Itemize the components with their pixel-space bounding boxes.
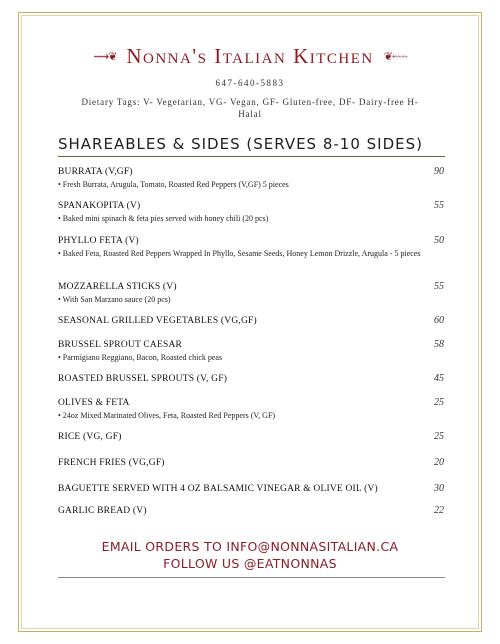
item-description: • Parmigiano Reggiano, Bacon, Roasted chick peas [58,353,223,362]
item-price: 60 [434,315,444,326]
menu-item [58,457,444,483]
item-name: RICE (VG, GF) [58,432,122,442]
item-price: 45 [434,373,444,384]
item-name: BURRATA (V,GF) [58,167,133,177]
item-description: • With San Marzano sauce (20 pcs) [58,295,171,304]
item-price: 50 [434,235,444,246]
restaurant-title: Nonna's Italian Kitchen [126,44,374,68]
menu-items-list [58,166,444,527]
section-divider [58,156,445,157]
item-name: BAGUETTE SERVED WITH 4 OZ BALSAMIC VINEGAR & OLIVE OIL (V) [58,484,378,494]
section-title: SHAREABLES & SIDES (SERVES 8-10 SIDES) [58,135,424,153]
item-price: 25 [434,431,444,442]
left-flourish-icon: ⟿❦ [93,51,117,63]
menu-item [58,505,444,527]
menu-item [58,315,444,339]
menu-item [58,431,444,457]
right-flourish-icon: ❦⬳ [383,50,407,63]
item-name: BRUSSEL SPROUT CAESAR [58,340,183,350]
item-name: GARLIC BREAD (V) [58,506,147,516]
menu-item [58,166,444,200]
menu-item [58,235,444,281]
item-name: SPANAKOPITA (V) [58,201,141,211]
item-name: SEASONAL GRILLED VEGETABLES (VG,GF) [58,316,257,326]
menu-item [58,339,444,373]
item-price: 25 [434,397,444,408]
item-price: 55 [434,200,444,211]
title-row [0,44,500,69]
item-name: MOZZARELLA STICKS (V) [58,282,177,292]
dietary-tags: Dietary Tags: V- Vegetarian, VG- Vegan, GF- Gluten-free, DF- Dairy-free H-Halal [81,97,419,119]
phone-number: 647-640-5883 [215,78,285,88]
item-price: 58 [434,339,444,350]
footer-divider [58,577,445,578]
menu-item [58,483,444,505]
item-description: • Baked mini spinach & feta pies served with honey chili (20 pcs) [58,214,269,223]
menu-item [58,397,444,431]
email-orders-line: EMAIL ORDERS TO INFO@NONNASITALIAN.CA [101,539,399,554]
item-price: 55 [434,281,444,292]
item-name: OLIVES & FETA [58,398,130,408]
item-price: 20 [434,457,444,468]
menu-item [58,373,444,397]
item-description: • 24oz Mixed Marinated Olives, Feta, Roasted Red Peppers (V, GF) [58,411,276,420]
item-name: ROASTED BRUSSEL SPROUTS (V, GF) [58,374,228,384]
menu-item [58,281,444,315]
item-price: 30 [434,483,444,494]
item-name: PHYLLO FETA (V) [58,236,139,246]
follow-us-line: FOLLOW US @EATNONNAS [163,556,337,571]
menu-item [58,200,444,235]
item-price: 90 [434,166,444,177]
item-description: • Fresh Burrata, Arugula, Tomato, Roasted Red Peppers (V,GF) 5 pieces [58,180,289,189]
item-description: • Baked Feta, Roasted Red Peppers Wrapped In Phyllo, Sesame Seeds, Honey Lemon Drizzle, Arugula - 5 pieces [58,249,421,258]
item-name: FRENCH FRIES (VG,GF) [58,458,165,468]
item-price: 22 [434,505,444,516]
